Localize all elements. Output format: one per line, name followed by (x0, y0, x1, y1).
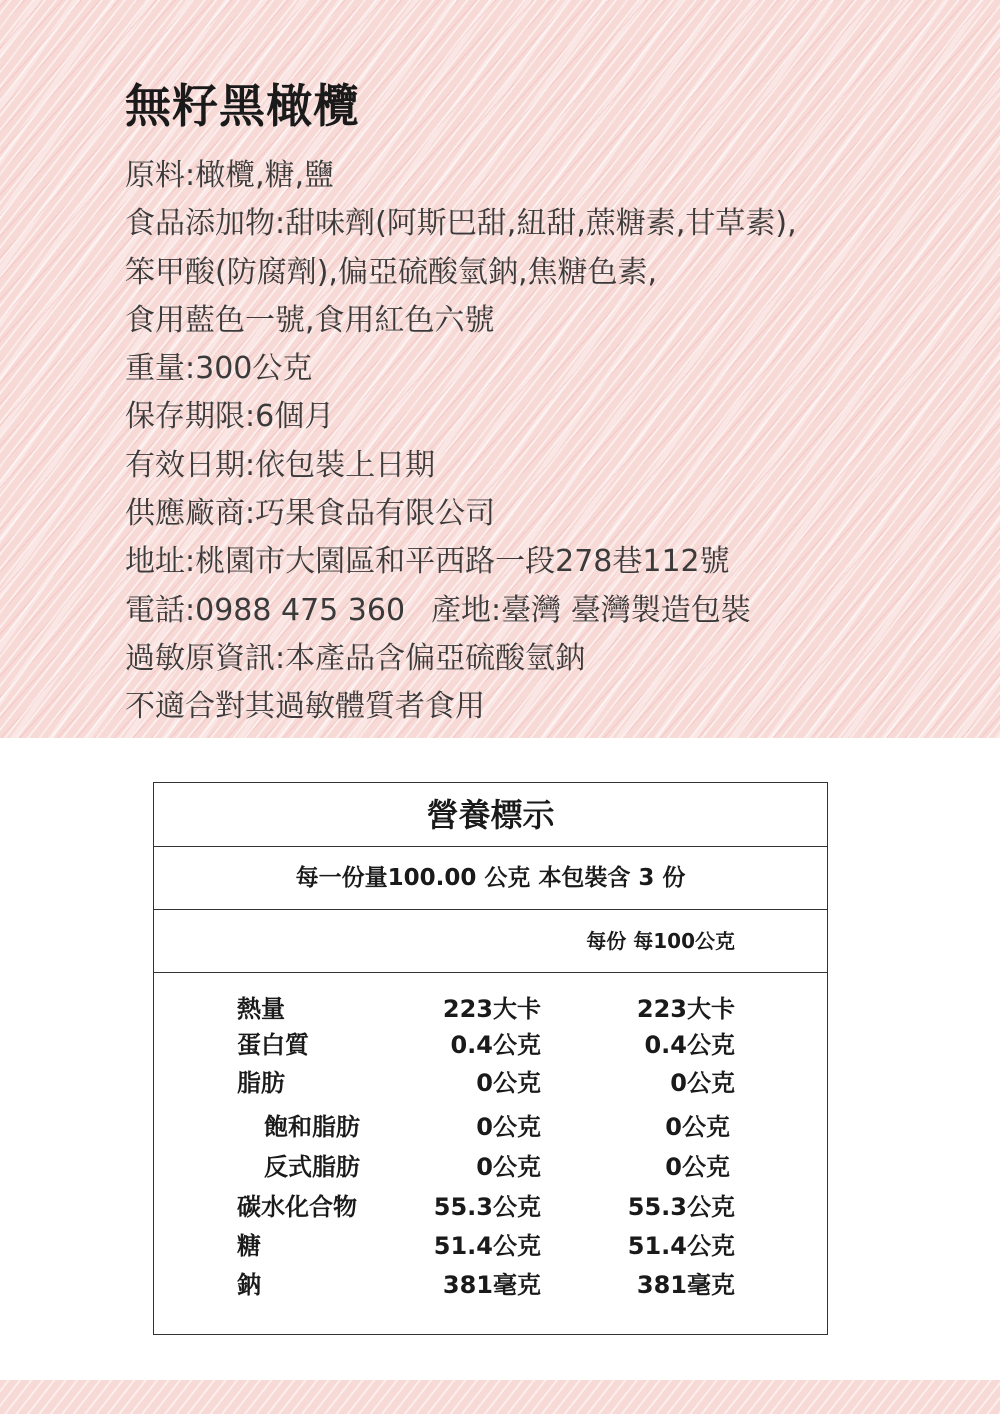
nutrient-row-protein (154, 1025, 827, 1065)
nutrient-per-100g: 0公克 (665, 1153, 730, 1181)
nutrition-facts-table (153, 782, 828, 1335)
nutrient-per-100g: 55.3公克 (627, 1193, 735, 1221)
nutrient-per-100g: 51.4公克 (627, 1232, 735, 1260)
nutrient-per-100g: 0.4公克 (644, 1031, 735, 1059)
nutrition-title: 營養標示 (154, 783, 827, 847)
nutrient-label: 熱量 (237, 995, 285, 1023)
nutrient-per-100g: 381毫克 (636, 1271, 735, 1299)
nutrient-row-trans-fat (154, 1147, 827, 1187)
serving-size: 每一份量100.00 公克 本包裝含 3 份 (154, 847, 827, 910)
nutrient-label: 糖 (237, 1232, 261, 1260)
allergen-line-2: 不適合對其過敏體質者食用 (125, 689, 485, 725)
nutrient-per-serving: 0公克 (476, 1069, 541, 1097)
nutrient-row-saturated-fat (154, 1107, 827, 1147)
bottom-decorative-strip (0, 1380, 1000, 1414)
shelf-life-line: 保存期限:6個月 (125, 399, 335, 435)
nutrient-per-serving: 0.4公克 (450, 1031, 541, 1059)
phone-text: 電話:0988 475 360 (125, 592, 406, 628)
nutrient-label: 蛋白質 (237, 1031, 309, 1059)
ingredients-line: 原料:橄欖,糖,鹽 (125, 158, 335, 193)
nutrient-per-100g: 0公克 (665, 1113, 730, 1141)
nutrient-per-100g: 0公克 (670, 1069, 735, 1097)
nutrient-label: 脂肪 (237, 1069, 285, 1097)
origin-text: 產地:臺灣 臺灣製造包裝 (431, 592, 751, 628)
nutrient-per-serving: 223大卡 (442, 995, 541, 1023)
nutrient-per-serving: 381毫克 (442, 1271, 541, 1299)
nutrient-row-fat (154, 1063, 827, 1103)
additives-line-3: 食用藍色一號,食用紅色六號 (125, 302, 495, 338)
additives-line-2: 笨甲酸(防腐劑),偏亞硫酸氫鈉,焦糖色素, (125, 254, 658, 290)
nutrition-body (154, 973, 827, 1333)
supplier-line: 供應廠商:巧果食品有限公司 (125, 496, 496, 532)
weight-line: 重量:300公克 (125, 351, 313, 387)
nutrient-label: 鈉 (237, 1271, 261, 1299)
allergen-line-1: 過敏原資訊:本產品含偏亞硫酸氫鈉 (125, 640, 586, 676)
column-header-row (154, 910, 827, 973)
nutrient-per-100g: 223大卡 (636, 995, 735, 1023)
nutrient-row-sodium (154, 1265, 827, 1305)
nutrient-label: 飽和脂肪 (264, 1113, 360, 1141)
nutrient-per-serving: 0公克 (476, 1113, 541, 1141)
phone-origin-line (125, 587, 925, 635)
column-header: 每份 每100公克 (586, 929, 735, 953)
nutrient-per-serving: 51.4公克 (433, 1232, 541, 1260)
nutrient-label: 反式脂肪 (264, 1153, 360, 1181)
product-info-lines (125, 152, 925, 732)
nutrient-row-carbohydrate (154, 1187, 827, 1227)
nutrient-per-serving: 0公克 (476, 1153, 541, 1181)
nutrient-label: 碳水化合物 (237, 1193, 357, 1221)
product-title: 無籽黑橄欖 (125, 79, 360, 133)
nutrient-row-sugar (154, 1226, 827, 1266)
address-line: 地址:桃園市大園區和平西路一段278巷112號 (125, 544, 730, 580)
expiry-line: 有效日期:依包裝上日期 (125, 447, 436, 483)
nutrient-per-serving: 55.3公克 (433, 1193, 541, 1221)
additives-line-1: 食品添加物:甜味劑(阿斯巴甜,紐甜,蔗糖素,甘草素), (125, 206, 797, 242)
nutrient-row-calories (154, 989, 827, 1029)
